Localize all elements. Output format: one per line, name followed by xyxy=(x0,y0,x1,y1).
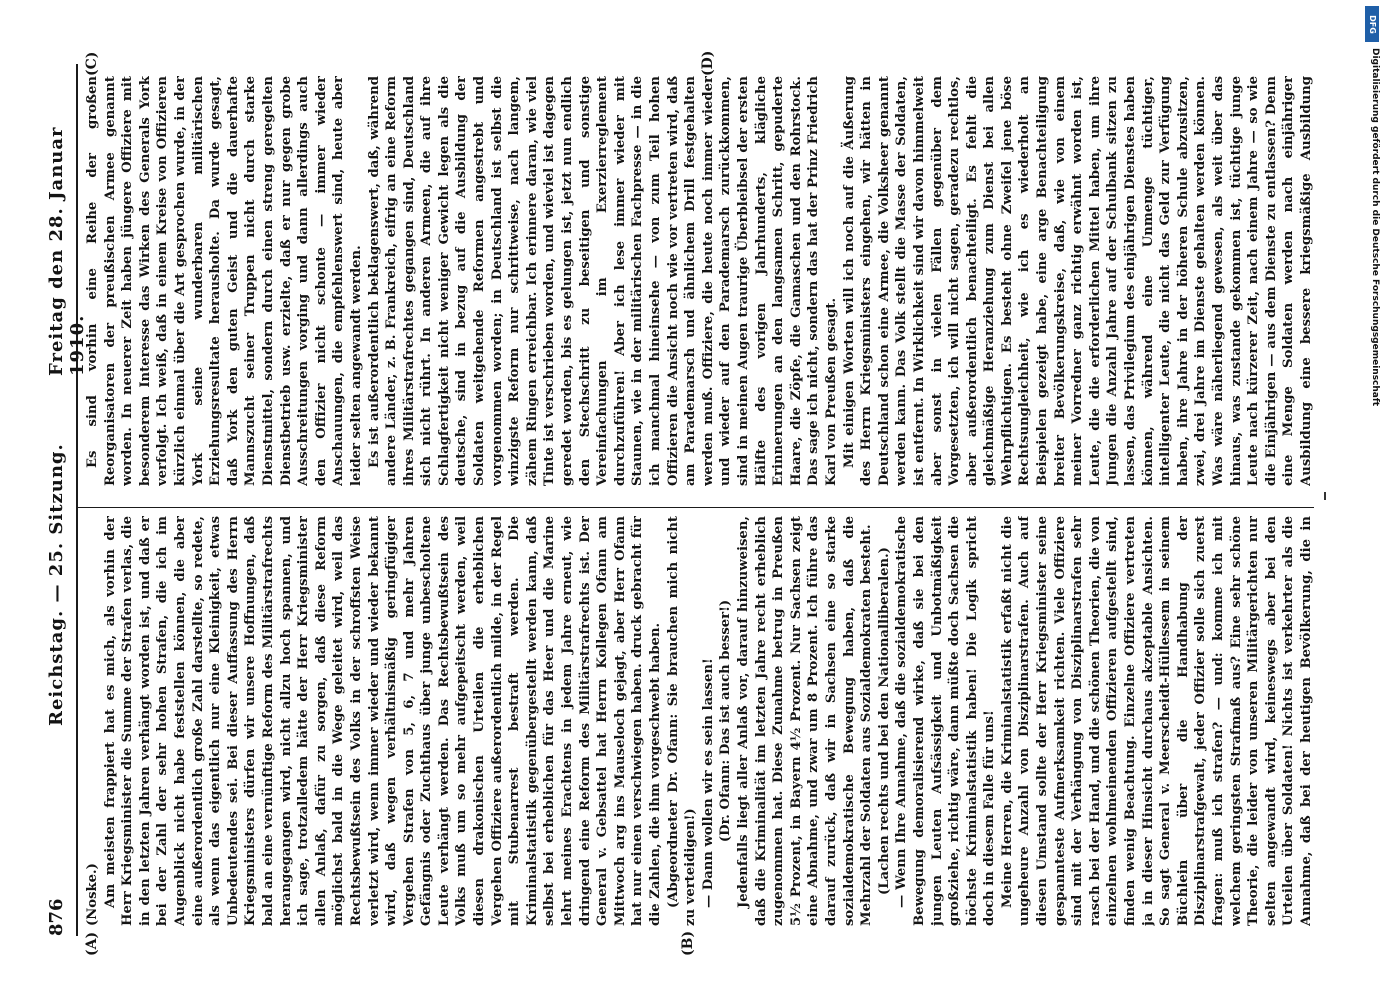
paragraph: Am meisten frappiert hat es mich, als vorhin der Herr Kriegsminister die Summe der Strafen verlas, die in den letzten Jahren verhängt worden ist, und daß er bei der Zahl der sehr hohen Strafen, die ich im Augenblick nicht habe feststellen können, die aber eine außerordentlich große Zahl darstellte, so redete, als wenn das eigentlich nur eine Kleinigkeit, etwas Unbedeutendes sei. Bei dieser Auffassung des Herrn Kriegsministers dürfen wir unsere Hoffnungen, daß bald an eine vernünftige Reform des Militärstrafrechts herangegangen wird, nicht allzu hoch spannen, und ich sage, trotzalledem hätte der Herr Kriegsminister allen Anlaß, dafür zu sorgen, daß diese Reform möglichst bald in die Wege geleitet wird, weil das Rechtsbewußtsein des Volks in der schroffsten Weise verletzt wird, wenn immer wieder und wieder bekannt wird, daß wegen verhältnismäßig geringfügiger Vergehen Strafen von 5, 6, 7 und mehr Jahren Gefängnis oder Zuchthaus über junge unbescholtene Leute verhängt werden. Das Rechtsbewußtsein des Volks muß um so mehr aufgepeitscht werden, weil diesen drakonischen Urteilen die erheblichen Vergehen Offiziere außerordentlich milde, in der Regel mit Stubenarrest bestraft werden. Die Kriminalstatistik gegenübergestellt werden kann, daß selbst bei erheblichen für das Heer und die Marine lehrt meines Erachtens in jedem Jahre erneut, wie dringend eine Reform des Militärstrafrechts ist. Der General v. Gebsattel hat Herrn Kollegen Ofann am Mittwoch arg ins Mauseloch gejagt, aber Herr Ofann hat nur einen verschwiegen haben. druck gebracht für die Zahlen, die ihm vorgeschwebt haben. xyxy=(102,516,663,926)
margin-marker-a: (A) xyxy=(84,931,100,956)
paragraph: Meine Herren, die Kriminalstatistik erfaßt nicht die ungeheure Anzahl von Disziplinarstrafen. Auch auf diesen Umstand sollte der Herr Kriegsminister seine gespannteste Aufmerksamkeit richten. Viele Offiziere sind mit der Verhängung von Disziplinarstrafen sehr rasch bei der Hand, und die schönen Theorien, die von einzelnen wohlmeinenden Offizieren aufgestellt sind, finden wenig Beachtung. Einzelne Offiziere vertreten ja in dieser Hinsicht durchaus akzeptable Ansichten. So sagt General v. Meerscheidt-Hüllessem in seinem Büchlein über die Handhabung der Disziplinarstrafgewalt, jeder Offizier solle sich zuerst fragen: muß ich strafen? — und: komme ich mit welchem geringsten Strafmaß aus? Eine sehr schöne Theorie, die leider von unseren Militärgerichten nur selten angewandt wird, keineswegs aber bei den Urteilen über Soldaten! Nichts ist verkehrter als die Annahme, daß bei der heutigen Bevölkerung, die in xyxy=(999,516,1314,926)
paragraph: Es sind vorhin eine Reihe der großen Reorganisatoren der preußischen Armee genannt worden. In neuerer Zeit haben jüngere Offiziere mit besonderem Interesse das Wirken des Generals York verfolgt. Ich weiß, daß in einem Kreise von Offizieren kürzlich einmal über die Art gesprochen wurde, in der York seine wunderbaren militärischen Erziehungsresultate herausholte. Da wurde gesagt, daß York den guten Geist und die dauerhafte Mannszucht seiner Truppen nicht durch starke Dienstmittel, sondern durch einen streng geregelten Dienstbetrieb usw. erzielte, daß er nur gegen grobe Ausschreitungen vorging und dann allerdings auch den Offizier nicht schonte — immer wieder Anschauungen, die empfehlenswert sind, heute aber leider selten angewandt werden. xyxy=(85,76,364,486)
paragraph: Jedenfalls liegt aller Anlaß vor, darauf hinzuweisen, daß die Kriminalität im letzten Jahre recht erheblich zugenommen hat. Diese Zunahme betrug in Preußen 5½ Prozent, in Bayern 4½ Prozent. Nur Sachsen zeigt eine Abnahme, und zwar um 8 Prozent. Ich führe das darauf zurück, daß wir in Sachsen eine so starke sozialdemokratische Bewegung haben, daß die Mehrzahl der Soldaten aus Sozialdemokraten besteht. xyxy=(735,516,875,926)
margin-marker-b: (B) xyxy=(680,930,696,956)
digitization-credit: Digitalisierung gefördert durch die Deutsche Forschungsgemeinschaft xyxy=(1370,48,1380,407)
rotated-newspaper-page xyxy=(40,40,1320,960)
paragraph: (Abgeordneter Dr. Ofann: Sie brauchen mich nicht zu verteidigen!) xyxy=(665,516,699,926)
right-text-column xyxy=(84,76,1314,486)
margin-marker-d: (D) xyxy=(700,50,716,76)
paragraph: (Lachen rechts und bei den Nationalliberalen.) xyxy=(876,547,892,895)
column-divider xyxy=(78,507,1314,508)
paragraph: Mit einigen Worten will ich noch auf die Äußerung des Herrn Kriegsministers eingehen, wir hätten in Deutschland schon eine Armee, die Volksheer genannt werden kann. Das Volk stellt die Masse der Soldaten, ist entfernt. In Wirklichkeit sind wir davon himmelweit aber sonst in vielen Fällen gegenüber dem Vorgesetzten, ich will nicht sagen, geradezu rechtlos, aber außerordentlich benachteiligt. Es fehlt die gleichmäßige Heranziehung zum Dienst bei allen Wehrpflichtigen. Es besteht ohne Zweifel jene böse Rechtsungleichheit, wie ich es wiederholt an Beispielen gezeigt habe, eine arge Benachteiligung breiter Bevölkerungskreise, daß, wie von einem meiner Vorredner ganz richtig erwähnt worden ist, Leute, die die erforderlichen Mittel haben, um ihre Jungen die Anzahl Jahre auf der Schulbank sitzen zu lassen, das Privilegium des einjährigen Dienstes haben können, während eine Unmenge tüchtiger, intelligenter Leute, die nicht das Geld zur Verfügung haben, ihre Jahre in der höheren Schule abzusitzen, zwei, drei Jahre im Dienste gehalten werden können. Was wäre näherliegend gewesen, als weit über das hinaus, was zustande gekommen ist, tüchtige junge Leute nach kürzerer Zeit, nach einem Jahre — so wie die Einjährigen — aus dem Dienste zu entlassen? Denn eine Menge Soldaten werden nach einjähriger Ausbildung eine bessere kriegsmäßige Ausbildung xyxy=(841,76,1314,486)
fold-mark xyxy=(1324,492,1326,500)
paragraph: (Noske.) xyxy=(85,863,100,926)
left-header-title: Reichstag. — 25. Sitzung. xyxy=(46,443,67,726)
paragraph: — Wenn Ihre Annahme, daß die sozialdemokratische Bewegung demoralisierend wirke, daß sie bei den jungen Leuten Aufsässigkeit und Unbotmäßigkeit großziehe, richtig wäre, dann müßte doch Sachsen die höchste Kriminalstatistik haben! Die Logik spricht doch in diesem Falle für uns! xyxy=(894,516,998,926)
page-header xyxy=(44,64,88,936)
paragraph: Es ist außerordentlich beklagenswert, daß, während andere Länder, z. B. Frankreich, eifrig an eine Reform ihres Militärstrafrechtes gegangen sind, Deutschland sich nicht rührt. In anderen Armeen, die auf ihre Schlagfertigkeit nicht weniger Gewicht legen als die deutsche, sind in bezug auf die Ausbildung der Soldaten weitgehende Reformen angestrebt und vorgenommen worden; in Deutschland ist selbst die winzigste Reform nur schrittweise, nach langem, zähem Ringen erreichbar. Ich erinnere daran, wie viel Tinte ist verschrieben worden, und wieviel ist dagegen geredet worden, bis es gelungen ist, jetzt nun endlich den Stechschritt zu beseitigen und sonstige Vereinfachungen im Exerzierreglement durchzuführen! Aber ich lese immer wieder mit Staunen, wie in der militärischen Fachpresse — in die ich manchmal hineinsehe — von zum Teil hohen Offizieren die Ansicht noch wie vor vertreten wird, daß am Parademarsch und ähnlichem Drill festgehalten werden muß. Offiziere, die heute noch immer wieder und wieder auf den Parademarsch zurückkommen, sind in meinen Augen traurige Überbleibsel der ersten Hälfte des vorigen Jahrhunderts, klägliche Erinnerungen an den langsamen Schritt, gepuderte Haare, die Zöpfe, die Gamaschen und den Rohrstock. Das sage ich nicht, sondern das hat der Prinz Friedrich Karl von Preußen gesagt. xyxy=(366,76,839,486)
paragraph: — Dann wollen wir es sein lassen! xyxy=(700,658,716,908)
page-number: 876 xyxy=(46,898,67,936)
right-header-title: Freitag den 28. Januar 1910. xyxy=(46,126,88,376)
paragraph: (Dr. Ofann: Das ist auch besser!) xyxy=(718,599,734,843)
dfg-logo: DFG xyxy=(1365,6,1379,42)
left-text-column xyxy=(84,516,1314,926)
margin-marker-c: (C) xyxy=(84,51,100,76)
